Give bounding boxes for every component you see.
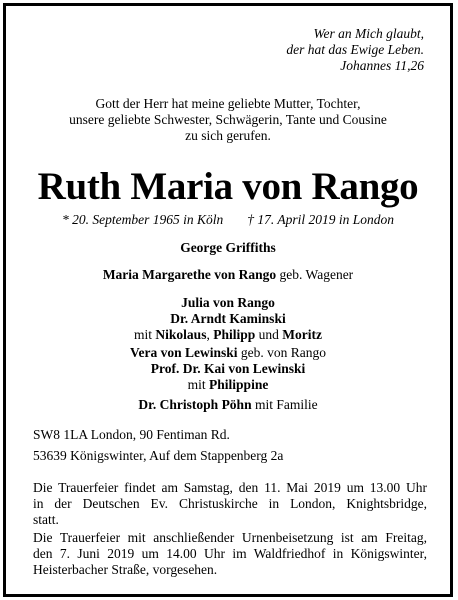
burial-line: Heisterbacher Straße, vorgesehen. xyxy=(33,562,218,577)
quote-line: Wer an Mich glaubt, xyxy=(313,26,424,41)
ceremony-info xyxy=(33,480,427,528)
quote-line: der hat das Ewige Leben. xyxy=(286,42,424,57)
intro-line: unsere geliebte Schwester, Schwägerin, Tante und Cousine xyxy=(69,112,387,127)
mourner-name: Julia von Rango xyxy=(181,295,275,310)
burial-info xyxy=(33,530,427,578)
quote-reference: Johannes 11,26 xyxy=(340,58,424,73)
intro-line: zu sich gerufen. xyxy=(185,128,271,143)
deceased-name: Ruth Maria von Rango xyxy=(37,165,419,208)
mourner-name: Dr. Christoph Pöhn xyxy=(138,397,252,412)
address-london: SW8 1LA London, 90 Fentiman Rd. xyxy=(33,427,230,442)
bible-quote xyxy=(286,26,424,74)
life-dates xyxy=(6,212,450,228)
intro-text xyxy=(6,96,450,144)
mourner-children: mit Nikolaus, Philipp und Moritz xyxy=(134,327,322,342)
mourner-george: George Griffiths xyxy=(180,240,276,255)
mourner-suffix: geb. von Rango xyxy=(237,345,327,360)
mourner-name: Maria Margarethe von Rango xyxy=(102,267,277,282)
mourner-suffix: mit Familie xyxy=(251,397,318,412)
intro-line: Gott der Herr hat meine geliebte Mutter, Tochter, xyxy=(95,96,361,111)
burial-line: Die Trauerfeier mit anschließender Urnenbeisetzung ist am Freitag, xyxy=(33,530,427,545)
mourner-group-julia xyxy=(6,295,450,343)
mourner-maria xyxy=(6,267,450,283)
mourner-group-vera xyxy=(6,345,450,393)
birth-date: * 20. September 1965 in Köln xyxy=(61,212,224,227)
death-date: † 17. April 2019 in London xyxy=(247,212,395,227)
mourner-children: mit Philippine xyxy=(187,377,269,392)
mourner-name: Prof. Dr. Kai von Lewinski xyxy=(150,361,306,376)
ceremony-line: Die Trauerfeier findet am Samstag, den 11. Mai 2019 um 13.00 Uhr xyxy=(33,480,427,495)
mourner-suffix: geb. Wagener xyxy=(276,267,354,282)
mourner-name: Vera von Lewinski xyxy=(129,345,238,360)
ceremony-line: in der Deutschen Ev. Christuskirche in London, Knightsbridge, xyxy=(33,496,427,511)
burial-line: den 7. Juni 2019 um 14.00 Uhr im Waldfriedhof in Königswinter, xyxy=(33,546,427,561)
address-koenigswinter: 53639 Königswinter, Auf dem Stappenberg 2a xyxy=(33,448,284,463)
mourner-christoph xyxy=(6,397,450,413)
mourner-name: Dr. Arndt Kaminski xyxy=(170,311,286,326)
obituary-notice xyxy=(3,3,453,597)
ceremony-line: statt. xyxy=(33,512,59,527)
